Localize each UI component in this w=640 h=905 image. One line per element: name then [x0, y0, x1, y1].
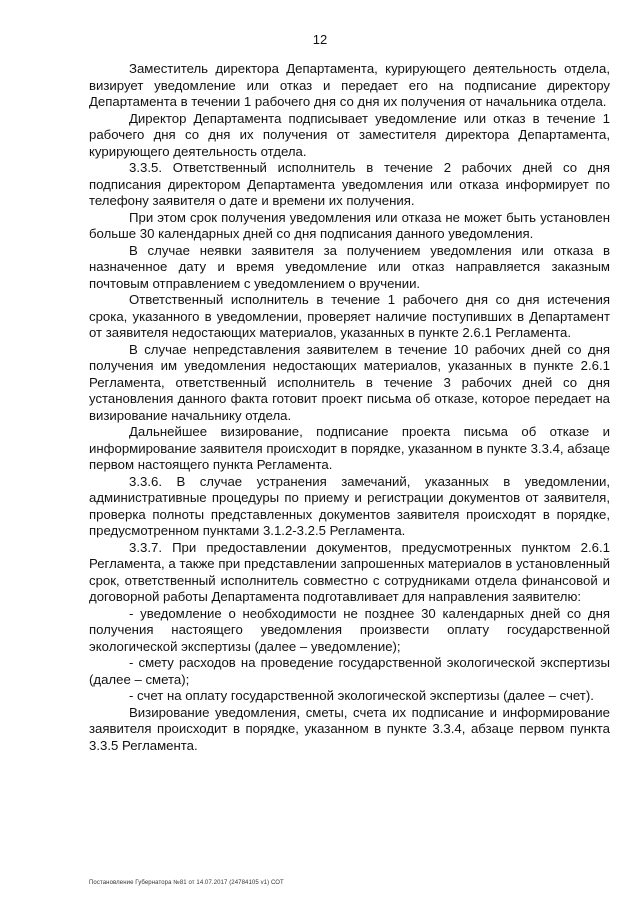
paragraph: В случае непредставления заявителем в течение 10 рабочих дней со дня получения им уведомления недостающих материалов, указанных в пункте 2.6.1 Регламента, ответственный исполнитель в течение 3 рабочих дней со дня установления данного факта готовит проект письма об отказе, которое передает на визирование начальнику отдела. [89, 341, 610, 423]
paragraph: Визирование уведомления, сметы, счета их подписание и информирование заявителя происходит в порядке, указанном в пункте 3.3.4, абзаце первом пункта 3.3.5 Регламента. [89, 704, 610, 753]
paragraph: При этом срок получения уведомления или отказа не может быть установлен больше 30 календарных дней со дня подписания данного уведомления. [89, 209, 610, 241]
paragraph: В случае неявки заявителя за получением уведомления или отказа в назначенное дату и время уведомление или отказ направляется заказным почтовым отправлением с уведомлением о вручении. [89, 242, 610, 291]
list-item: - уведомление о необходимости не позднее 30 календарных дней со дня получения настоящего уведомления произвести оплату государственной экологической экспертизы (далее – уведомление); [89, 605, 610, 654]
paragraph: 3.3.7. При предоставлении документов, предусмотренных пунктом 2.6.1 Регламента, а также при представлении запрошенных материалов в установленный срок, ответственный исполнитель совместно с сотрудниками отдела финансовой и договорной работы Департамента подготавливает для направления заявителю: [89, 539, 610, 604]
paragraph: Ответственный исполнитель в течение 1 рабочего дня со дня истечения срока, указанного в уведомлении, проверяет наличие поступивших в Департамент от заявителя недостающих материалов, указанных в пункте 2.6.1 Регламента. [89, 292, 610, 340]
list-item: - смету расходов на проведение государственной экологической экспертизы (далее – смета); [89, 655, 610, 687]
paragraph: 3.3.5. Ответственный исполнитель в течение 2 рабочих дней со дня подписания директором Департамента уведомления или отказа информирует по телефону заявителя о дате и времени их получения. [89, 160, 610, 208]
page-number: 12 [312, 32, 328, 47]
footer-note: Постановление Губернатора №81 от 14.07.2017 (24784105 v1) СОТ [89, 880, 284, 886]
paragraph: Заместитель директора Департамента, курирующего деятельность отдела, визирует уведомление или отказ и передает его на подписание директору Департамента в течении 1 рабочего дня со дня их получения от начальника отдела. [89, 61, 610, 109]
paragraph: Дальнейшее визирование, подписание проекта письма об отказе и информирование заявителя происходит в порядке, указанном в пункте 3.3.4, абзаце первом настоящего пункта Регламента. [89, 424, 610, 472]
paragraph: Директор Департамента подписывает уведомление или отказ в течение 1 рабочего дня со дня их получения от заместителя директора Департамента, курирующего деятельность отдела. [89, 110, 610, 159]
list-item: - счет на оплату государственной экологической экспертизы (далее – счет). [129, 688, 594, 703]
document-body [89, 61, 610, 754]
paragraph: 3.3.6. В случае устранения замечаний, указанных в уведомлении, административные процедуры по приему и регистрации документов от заявителя, проверка полноты представленных документов заявителя происходят в порядке, предусмотренном пунктами 3.1.2-3.2.5 Регламента. [89, 473, 610, 538]
